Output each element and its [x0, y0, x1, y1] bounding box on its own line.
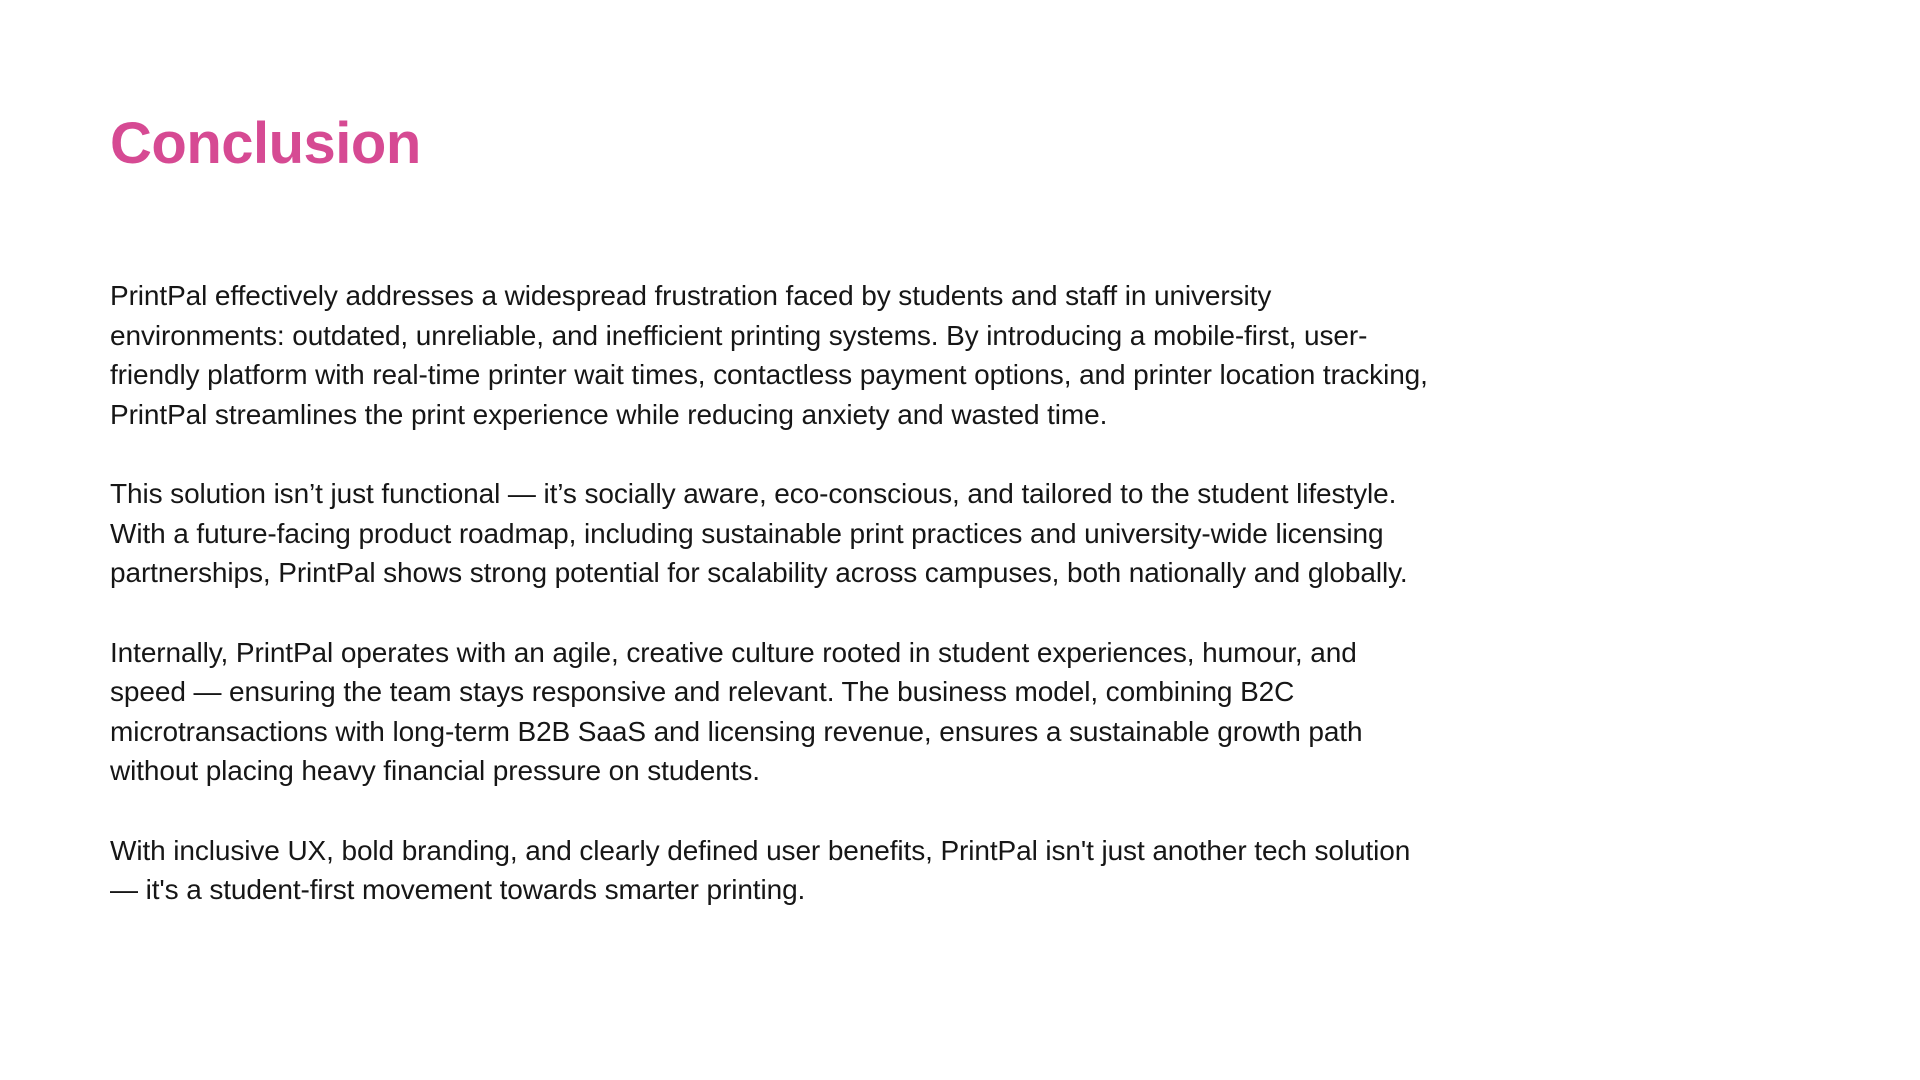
- paragraph-culture: Internally, PrintPal operates with an agile, creative culture rooted in student experiences, humour, and speed — ensuring the team stays responsive and relevant. The business model, combining B2C microtransactions with long-term B2B SaaS and licensing revenue, ensures a sustainable growth path without placing heavy financial pressure on students.: [110, 636, 1363, 786]
- paragraph-closing: With inclusive UX, bold branding, and clearly defined user benefits, PrintPal isn't just another tech solution — it's a student-first movement towards smarter printing.: [110, 834, 1411, 905]
- slide-body: [110, 276, 1440, 910]
- paragraph-solution: This solution isn’t just functional — it’s socially aware, eco-conscious, and tailored to the student lifestyle. With a future-facing product roadmap, including sustainable print practices and university-wide licensing partnerships, PrintPal shows strong potential for scalability across campuses, both nationally and globally.: [110, 478, 1408, 588]
- paragraph-intro: PrintPal effectively addresses a widespread frustration faced by students and staff in university environments: outdated, unreliable, and inefficient printing systems. By introducing a mobile-first, user-friendly platform with real-time printer wait times, contactless payment options, and printer location tracking, PrintPal streamlines the print experience while reducing anxiety and wasted time.: [110, 280, 1428, 430]
- slide-title: Conclusion: [110, 111, 421, 176]
